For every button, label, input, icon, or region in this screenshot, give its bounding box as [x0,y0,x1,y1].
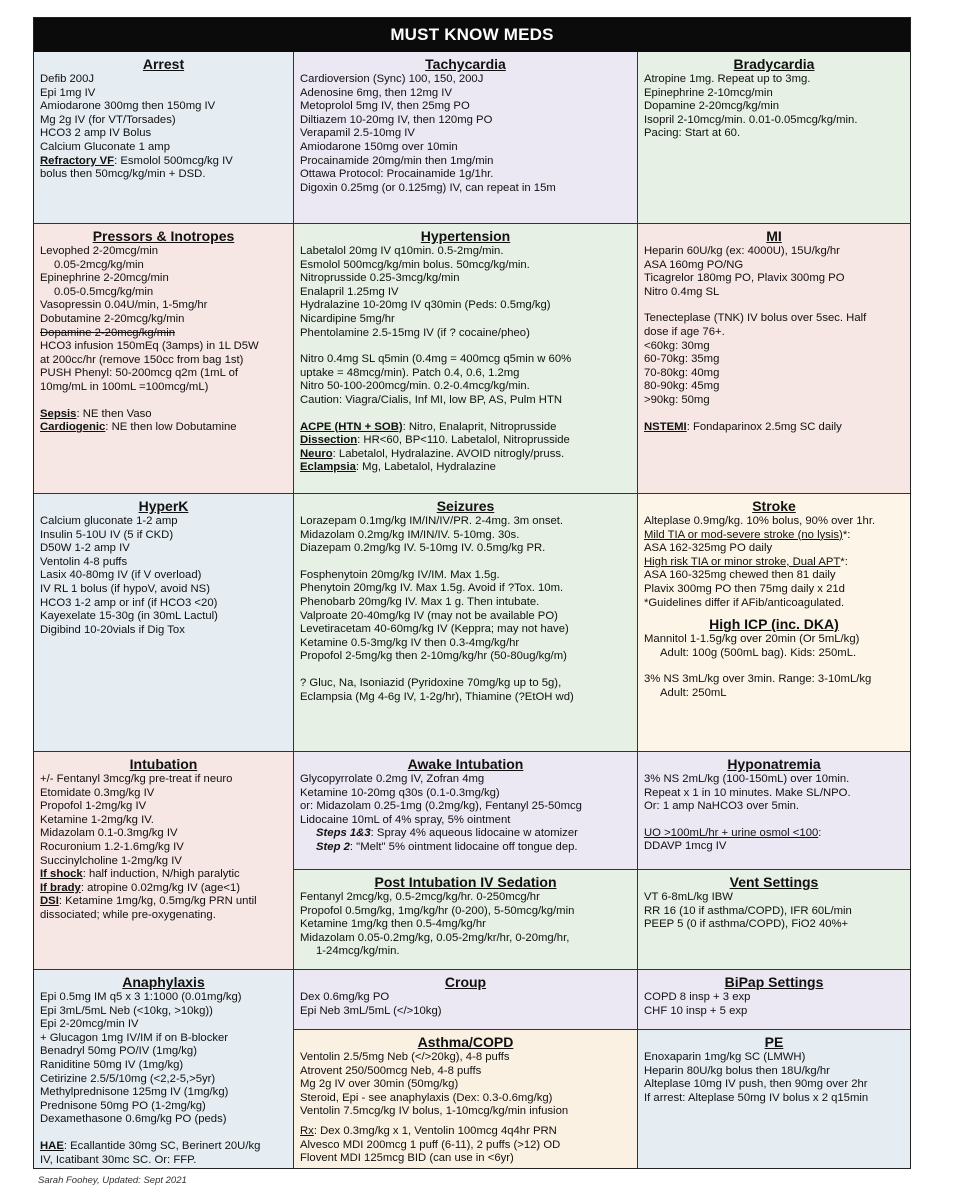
list-item: Kayexelate 15-30g (in 30mL Lactul) [40,610,218,623]
list-item: dose if age 76+. [644,325,725,338]
list-item [40,408,287,422]
list-item [40,421,287,435]
list-item: Epi Neb 3mL/5mL (</>10kg) [300,1004,442,1017]
inline-text: : Esmolol 500mcg/kg IV [114,154,233,167]
list-item: at 200cc/hr (remove 150cc from bag 1st) [40,353,244,366]
list-item: Epi 3mL/5mL Neb (<10kg, >10kg)) [40,1004,213,1017]
list-item: Esmolol 500mcg/kg/min bolus. 50mcg/kg/min. [300,258,530,271]
list-item: 60-70kg: 35mg [644,353,720,366]
list-item: ? Gluc, Na, Isoniazid (Pyridoxine 70mg/kg up to 5g), [300,676,562,689]
list-item: Prednisone 50mg PO (1-2mg/kg) [40,1099,206,1112]
list-item: Dobutamine 2-20mcg/kg/min [40,312,185,325]
list-item: Procainamide 20mg/min then 1mg/min [300,154,494,167]
list-item: Midazolam 0.05-0.2mg/kg, 0.05-2mg/kr/hr, 0-20mg/hr, [300,931,570,944]
section-heading: Post Intubation IV Sedation [374,874,557,890]
list-item: Alteplase 0.9mg/kg. 10% bolus, 90% over 1hr. [644,515,876,527]
section-seizures [294,494,638,752]
list-item [40,868,287,882]
section-heading: Hyponatremia [727,756,821,772]
list-item: Raniditine 50mg IV (1mg/kg) [40,1058,184,1071]
list-item [40,155,287,169]
list-item: Lasix 40-80mg IV (if V overload) [40,569,202,582]
list-item: Phentolamine 2.5-15mg IV (if ? cocaine/pheo) [300,326,530,339]
inline-label: Steps 1&3 [316,827,371,840]
list-item: Ottawa Protocol: Procainamide 1g/1hr. [300,168,494,181]
section-bradycardia [638,52,910,224]
list-item: 3% NS 3mL/kg over 3min. Range: 3-10mL/kg [644,673,872,686]
inline-label: HAE [40,1139,64,1152]
list-item: Digoxin 0.25mg (or 0.125mg) IV, can repeat in 15m [300,181,556,194]
inline-label: Eclampsia [300,461,356,474]
section-pe [638,1030,910,1168]
inline-label: Neuro [300,447,333,460]
inline-label: NSTEMI [644,420,687,433]
section-heading: Asthma/COPD [417,1034,514,1050]
list-item: Hydralazine 10-20mg IV q30min (Peds: 0.5mg/kg) [300,299,551,312]
inline-label: Cardiogenic [40,421,106,434]
list-item: CHF 10 insp + 5 exp [644,1004,748,1017]
section-heading: BiPap Settings [724,974,824,990]
list-item: Atropine 1mg. Repeat up to 3mg. [644,73,811,85]
list-item: Epinephrine 2-10mcg/min [644,86,773,99]
list-item: Heparin 60U/kg (ex: 4000U), 15U/kg/hr [644,245,840,257]
list-item [644,421,904,435]
list-item: Atrovent 250/500mcg Neb, 4-8 puffs [300,1064,482,1077]
section-heading: MI [766,228,782,244]
list-item: Adult: 100g (500mL bag). Kids: 250mL. [660,646,857,659]
list-item: Amiodarone 300mg then 150mg IV [40,100,216,113]
section-hypertension [294,224,638,494]
list-item: bolus then 50mcg/kg/min + DSD. [40,168,206,181]
list-item: Ketamine 1mg/kg then 0.5-4mg/kg/hr [300,918,486,931]
section-tachycardia [294,52,638,224]
list-item: PEEP 5 (0 if asthma/COPD), FiO2 40%+ [644,918,849,931]
inline-text: : Labetalol, Hydralazine. AVOID nitrogly/pruss. [332,447,565,460]
list-item [300,421,631,435]
list-item: +/- Fentanyl 3mcg/kg pre-treat if neuro [40,773,233,785]
list-item: Adult: 250mL [660,686,727,699]
section-anaphylaxis [34,970,294,1168]
list-item: Dopamine 2-20mcg/kg/min [40,326,175,339]
list-item: Rocuronium 1.2-1.6mg/kg IV [40,840,184,853]
list-item: Metoprolol 5mg IV, then 25mg PO [300,100,470,113]
section-mi [638,224,910,494]
list-item: 10mg/mL in 100mL =100mcg/mL) [40,380,209,393]
list-item: Dexamethasone 0.6mg/kg PO (peds) [40,1113,227,1126]
list-item: uptake = 48mcg/min). Patch 0.4, 0.6, 1.2mg [300,366,520,379]
list-item: ASA 160mg PO/NG [644,258,744,271]
section-heading: Bradycardia [733,56,815,72]
list-item: Epi 2-20mcg/min IV [40,1018,139,1031]
inline-label: ACPE (HTN + SOB) [300,420,403,433]
list-item: Fentanyl 2mcg/kg, 0.5-2mcg/kg/hr. 0-250mcg/hr [300,891,540,903]
list-item: Repeat x 1 in 10 minutes. Make SL/NPO. [644,786,851,799]
inline-label: UO >100mL/hr + urine osmol <100 [644,826,819,839]
section-heading: Croup [444,974,487,990]
list-item: Nitro 0.4mg SL q5min (0.4mg = 400mcg q5min w 60% [300,353,572,366]
list-item: Phenytoin 20mg/kg IV. Max 1.5g. Avoid if ?Tox. 10m. [300,582,564,595]
list-item: Epinephrine 2-20mcg/min [40,272,169,285]
inline-label: If brady [40,881,81,894]
list-item: Ticagrelor 180mg PO, Plavix 300mg PO [644,272,845,285]
section-croup [294,970,638,1030]
list-item: Amiodarone 150mg over 10min [300,140,458,153]
inline-label: Step 2 [316,840,350,853]
footer-credit: Sarah Foohey, Updated: Sept 2021 [38,1175,187,1186]
list-item: Diltiazem 10-20mg IV, then 120mg PO [300,113,493,126]
list-item: 0.05-2mcg/kg/min [54,258,144,271]
list-item: Propofol 1-2mg/kg IV [40,800,147,813]
list-item: Etomidate 0.3mg/kg IV [40,786,155,799]
list-item: D50W 1-2 amp IV [40,542,130,555]
list-item: Eclampsia (Mg 4-6g IV, 1-2g/hr), Thiamine (?EtOH wd) [300,690,574,703]
list-item: VT 6-8mL/kg IBW [644,891,733,903]
list-item: Glycopyrrolate 0.2mg IV, Zofran 4mg [300,773,485,785]
list-item: HCO3 infusion 150mEq (3amps) in 1L D5W [40,340,259,353]
inline-text: : Fondaparinox 2.5mg SC daily [686,420,842,433]
list-item: 0.05-0.5mcg/kg/min [54,285,154,298]
inline-label: Dissection [300,434,358,447]
list-item: Labetalol 20mg IV q10min. 0.5-2mg/min. [300,245,504,257]
inline-label: Mild TIA or mod-severe stroke (no lysis) [644,528,843,541]
list-item [300,1125,631,1139]
list-item: If arrest: Alteplase 50mg IV bolus x 2 q15min [644,1091,869,1104]
section-hyponatremia [638,752,910,870]
section-heading: Intubation [129,756,198,772]
list-item [300,448,631,462]
list-item: RR 16 (10 if asthma/COPD), IFR 60L/min [644,904,852,917]
inline-text: : Ecallantide 30mg SC, Berinert 20U/kg [63,1139,261,1152]
list-item: PUSH Phenyl: 50-200mcg q2m (1mL of [40,367,238,380]
inline-label: High risk TIA or minor stroke, Dual APT [644,555,841,568]
section-heading: Tachycardia [425,56,506,72]
list-item: Caution: Viagra/Cialis, Inf MI, low BP, AS, Pulm HTN [300,393,563,406]
list-item: Verapamil 2.5-10mg IV [300,127,415,140]
section-pressors [34,224,294,494]
list-item [644,529,904,543]
section-bipap [638,970,910,1030]
list-item: Ketamine 10-20mg q30s (0.1-0.3mg/kg) [300,786,500,799]
list-item [300,461,631,475]
list-item [300,827,631,841]
list-item: Dopamine 2-20mcg/kg/min [644,100,779,113]
list-item: Mg 2g IV (for VT/Torsades) [40,113,176,126]
inline-label: Rx [300,1124,314,1137]
section-heading: High ICP (inc. DKA) [709,616,839,633]
list-item: ASA 160-325mg chewed then 81 daily [644,569,836,582]
list-item: >90kg: 50mg [644,393,710,406]
inline-text: : Dex 0.3mg/kg x 1, Ventolin 100mcg 4q4hr PRN [313,1124,557,1137]
list-item: Flovent MDI 125mcg BID (can use in <6yr) [300,1152,514,1165]
list-item: dissociated; while pre-oxygenating. [40,908,216,921]
section-heading: PE [764,1034,784,1050]
list-item: Nitro 50-100-200mcg/min. 0.2-0.4mcg/kg/min. [300,380,530,393]
med-reference-sheet [33,17,911,1169]
list-item: Nitro 0.4mg SL [644,285,720,298]
list-item: COPD 8 insp + 3 exp [644,991,751,1003]
list-item: Epi 1mg IV [40,86,96,99]
section-hyperk [34,494,294,752]
list-item: Levophed 2-20mcg/min [40,245,159,257]
list-item: Mannitol 1-1.5g/kg over 20min (Or 5mL/kg) [644,633,860,646]
list-item [40,1140,287,1154]
inline-text: : [818,826,822,839]
section-heading: HyperK [138,498,189,514]
section-awake-intubation [294,752,638,870]
list-item: Digibind 10-20vials if Dig Tox [40,623,185,636]
list-item: Calcium gluconate 1-2 amp [40,515,178,527]
inline-text: : Spray 4% aqueous lidocaine w atomizer [370,827,578,840]
list-item: Fosphenytoin 20mg/kg IV/IM. Max 1.5g. [300,568,500,581]
inline-text: *: [842,528,851,541]
list-item [300,434,631,448]
list-item: Midazolam 0.1-0.3mg/kg IV [40,827,178,840]
section-heading: Hypertension [420,228,511,244]
list-item: ASA 162-325mg PO daily [644,542,773,555]
list-item: Defib 200J [40,73,95,85]
list-item: Alteplase 10mg IV push, then 90mg over 2hr [644,1078,868,1091]
inline-label: If shock [40,868,83,881]
list-item: Ventolin 4-8 puffs [40,555,128,568]
list-item: Lidocaine 10mL of 4% spray, 5% ointment [300,813,511,826]
list-item: IV RL 1 bolus (if hypoV, avoid NS) [40,582,210,595]
list-item: Nicardipine 5mg/hr [300,312,395,325]
list-item: Vasopressin 0.04U/min, 1-5mg/hr [40,299,208,312]
inline-text: : "Melt" 5% ointment lidocaine off tongue dep. [349,840,578,853]
list-item: Plavix 300mg PO then 75mg daily x 21d [644,582,845,595]
list-item: *Guidelines differ if AFib/anticoagulated. [644,596,845,609]
section-heading: Pressors & Inotropes [92,228,235,244]
list-item: HCO3 1-2 amp or inf (if HCO3 <20) [40,596,218,609]
list-item: Epi 0.5mg IM q5 x 3 1:1000 (0.01mg/kg) [40,991,242,1003]
section-vent-settings [638,870,910,970]
section-arrest [34,52,294,224]
inline-label: Refractory VF [40,154,115,167]
section-heading: Vent Settings [729,874,819,890]
inline-text: : HR<60, BP<110. Labetalol, Nitroprusside [357,434,570,447]
list-item: Nitroprusside 0.25-3mcg/kg/min [300,272,460,285]
list-item: 70-80kg: 40mg [644,366,720,379]
list-item: Phenobarb 20mg/kg IV. Max 1 g. Then intubate. [300,595,540,608]
list-item [40,882,287,896]
list-item: Benadryl 50mg PO/IV (1mg/kg) [40,1045,197,1058]
list-item: Steroid, Epi - see anaphylaxis (Dex: 0.3-0.6mg/kg) [300,1091,553,1104]
inline-label: Sepsis [40,407,77,420]
section-intubation [34,752,294,970]
list-item [644,827,904,841]
section-asthma-copd [294,1030,638,1168]
section-heading: Awake Intubation [407,756,524,772]
list-item: + Glucagon 1mg IV/IM if on B-blocker [40,1031,229,1044]
list-item: 1-24mcg/kg/min. [316,945,400,958]
section-heading: Anaphylaxis [122,974,205,990]
list-item: Alvesco MDI 200mcg 1 puff (6-11), 2 puffs (>12) OD [300,1138,561,1151]
list-item [300,841,631,855]
list-item: Heparin 80U/kg bolus then 18U/kg/hr [644,1064,830,1077]
list-item: Dex 0.6mg/kg PO [300,991,390,1003]
list-item: Isopril 2-10mcg/min. 0.01-0.05mcg/kg/min. [644,113,858,126]
list-item: IV, Icatibant 30mc SC. Or: FFP. [40,1153,197,1166]
list-item: Adenosine 6mg, then 12mg IV [300,86,452,99]
list-item: Cetirizine 2.5/5/10mg (<2,2-5,>5yr) [40,1072,216,1085]
list-item: DDAVP 1mcg IV [644,840,727,853]
section-stroke-icp [638,494,910,752]
list-item: Propofol 0.5mg/kg, 1mg/kg/hr (0-200), 5-50mcg/kg/min [300,904,575,917]
list-item: Lorazepam 0.1mg/kg IM/IN/IV/PR. 2-4mg. 3m onset. [300,515,564,527]
list-item: <60kg: 30mg [644,339,710,352]
inline-text: *: [840,555,848,568]
section-heading: Arrest [142,56,185,72]
list-item: Levetiracetam 40-60mg/kg IV (Keppra; may not have) [300,623,569,636]
list-item [644,556,904,570]
inline-text: : NE then Vaso [76,407,152,420]
list-item: Valproate 20-40mg/kg IV (may not be available PO) [300,609,558,622]
section-post-intubation [294,870,638,970]
list-item: Ventolin 7.5mcg/kg IV bolus, 1-10mcg/kg/min infusion [300,1105,569,1118]
list-item: 3% NS 2mL/kg (100-150mL) over 10min. [644,773,850,785]
list-item: Succinylcholine 1-2mg/kg IV [40,854,182,867]
list-item: HCO3 2 amp IV Bolus [40,127,152,140]
list-item: or: Midazolam 0.25-1mg (0.2mg/kg), Fentanyl 25-50mcg [300,800,582,813]
list-item: Diazepam 0.2mg/kg IV. 5-10mg IV. 0.5mg/kg PR. [300,542,546,555]
inline-text: : atropine 0.02mg/kg IV (age<1) [80,881,241,894]
list-item: Insulin 5-10U IV (5 if CKD) [40,528,174,541]
list-item: Or: 1 amp NaHCO3 over 5min. [644,800,800,813]
list-item: Enalapril 1.25mg IV [300,285,399,298]
list-item: Tenecteplase (TNK) IV bolus over 5sec. Half [644,312,867,325]
inline-text: : Nitro, Enalaprit, Nitroprusside [402,420,557,433]
page-title: MUST KNOW MEDS [34,18,910,52]
list-item: Methylprednisone 125mg IV (1mg/kg) [40,1086,229,1099]
list-item: Pacing: Start at 60. [644,127,741,140]
list-item: Ventolin 2.5/5mg Neb (</>20kg), 4-8 puffs [300,1051,510,1063]
inline-label: DSI [40,895,59,908]
list-item: Cardioversion (Sync) 100, 150, 200J [300,73,484,85]
list-item: Midazolam 0.2mg/kg IM/IN/IV. 5-10mg. 30s. [300,528,520,541]
inline-text: : half induction, N/high paralytic [82,868,240,881]
section-heading: Stroke [752,498,796,514]
list-item [40,895,287,909]
inline-text: : Ketamine 1mg/kg, 0.5mg/kg PRN until [58,895,257,908]
inline-text: : Mg, Labetalol, Hydralazine [355,461,496,474]
list-item: Propofol 2-5mg/kg then 2-10mg/kg/hr (50-80ug/kg/m) [300,650,567,663]
list-item: Enoxaparin 1mg/kg SC (LMWH) [644,1051,806,1063]
list-item: Ketamine 0.5-3mg/kg IV then 0.3-4mg/kg/hr [300,636,520,649]
list-item: Mg 2g IV over 30min (50mg/kg) [300,1078,459,1091]
list-item: Calcium Gluconate 1 amp [40,140,170,153]
list-item: 80-90kg: 45mg [644,380,720,393]
list-item: Ketamine 1-2mg/kg IV. [40,813,154,826]
inline-text: : NE then low Dobutamine [105,421,237,434]
section-heading: Seizures [436,498,495,514]
